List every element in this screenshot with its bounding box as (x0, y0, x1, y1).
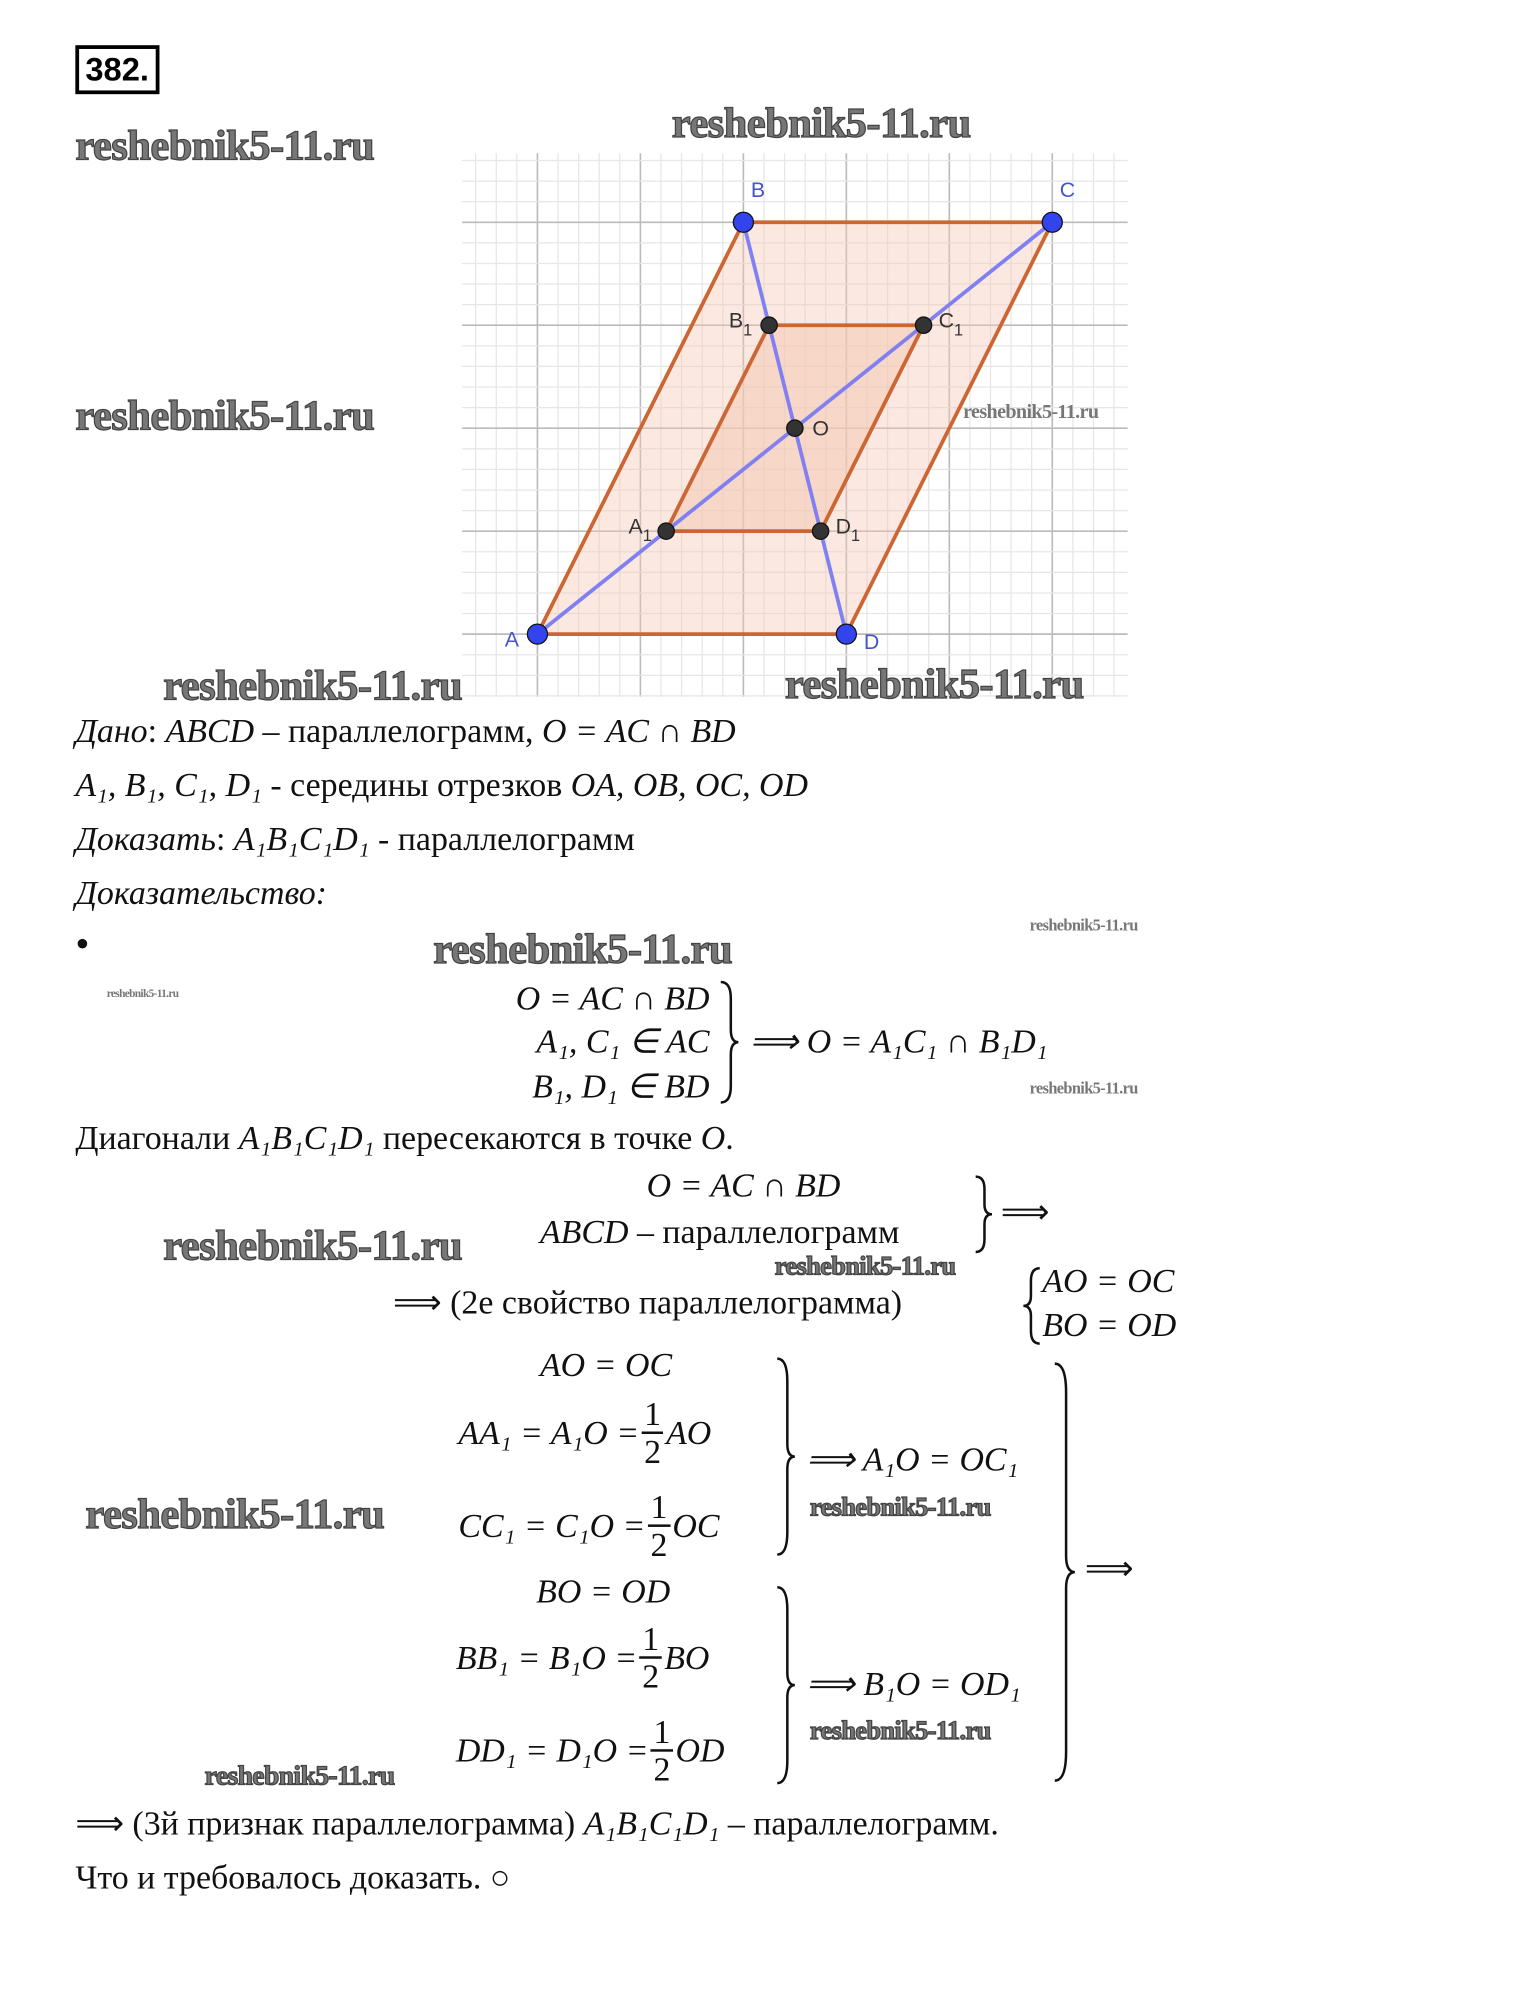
fraction-numerator: 1 (640, 1621, 662, 1659)
diagonals-text: . (725, 1118, 734, 1157)
group1-line: AO = OC (539, 1346, 673, 1384)
group2-line (456, 1620, 710, 1695)
fraction-denominator: 2 (650, 1525, 668, 1564)
group2-line (456, 1713, 725, 1788)
system2-line: O = AC ∩ BD (646, 1166, 841, 1205)
given-text: – параллелограмм, (254, 711, 543, 750)
property-line: BO = OD (1042, 1305, 1177, 1344)
equation-part: AO (666, 1413, 712, 1451)
point-b1 (761, 317, 777, 333)
watermark: reshebnik5-11.ru (433, 926, 732, 974)
point-a (527, 624, 547, 644)
midpoints-text: - середины отрезков (261, 765, 571, 804)
group1-result: ⟹ A₁O = OC₁ (806, 1440, 1019, 1478)
fraction-numerator: 1 (642, 1396, 664, 1434)
point-label: D (863, 630, 880, 655)
watermark: reshebnik5-11.ru (204, 1759, 395, 1791)
fraction-half (651, 1714, 673, 1788)
given-label: Дано (75, 711, 148, 750)
left-brace (1020, 1266, 1043, 1346)
qed-line: Что и требовалось доказать. ○ (75, 1858, 511, 1897)
diagonals-math: O (700, 1118, 726, 1157)
watermark: reshebnik5-11.ru (75, 393, 375, 440)
watermark: reshebnik5-11.ru (1029, 1078, 1138, 1098)
right-brace (718, 979, 741, 1105)
prove-text: : (215, 819, 234, 858)
midpoints-line (75, 765, 809, 804)
watermark: reshebnik5-11.ru (163, 1223, 462, 1270)
midpoints-math: OA, OB, OC, OD (570, 765, 809, 804)
problem-number: 382. (75, 45, 159, 94)
group2-line: BO = OD (536, 1572, 671, 1610)
right-brace (973, 1174, 996, 1254)
equation-part: AA₁ = A₁O = (458, 1413, 640, 1451)
point-d (836, 624, 856, 644)
point-o (787, 420, 803, 436)
prove-math: A₁B₁C₁D₁ (233, 819, 370, 858)
watermark: reshebnik5-11.ru (784, 661, 1084, 709)
prove-text: - параллелограмм (369, 819, 635, 858)
system2-text: – параллелограмм (628, 1213, 900, 1251)
system1-line: O = AC ∩ BD (515, 979, 710, 1018)
system1-line: B₁, D₁ ∈ BD (532, 1067, 710, 1106)
watermark: reshebnik5-11.ru (85, 1491, 385, 1539)
watermark: reshebnik5-11.ru (106, 986, 179, 1000)
equation-part: DD₁ = D₁O = (455, 1730, 649, 1769)
implies-arrow: ⟹ (1084, 1549, 1134, 1588)
point-label: $A_1$ (628, 514, 652, 546)
fraction-denominator: 2 (642, 1657, 660, 1696)
point-b (733, 212, 753, 232)
diagonals-text: пересекаются в точке (374, 1118, 701, 1157)
given-text: : (147, 711, 166, 750)
point-label: B (750, 178, 766, 203)
implies-arrow: ⟹ (1000, 1192, 1050, 1231)
equation-part: BB₁ = B₁O = (455, 1638, 638, 1676)
point-label: $D_1$ (835, 514, 861, 546)
fraction-denominator: 2 (644, 1432, 662, 1471)
fraction-numerator: 1 (648, 1489, 670, 1527)
equation-part: CC₁ = C₁O = (458, 1506, 646, 1544)
fraction-half (640, 1621, 662, 1695)
watermark: reshebnik5-11.ru (809, 1715, 991, 1746)
equation-part: OC (672, 1506, 720, 1544)
given-math: O = AC ∩ BD (542, 711, 736, 750)
watermark: reshebnik5-11.ru (75, 123, 375, 170)
diagonals-text: Диагонали (75, 1118, 239, 1157)
given-line (75, 711, 736, 750)
point-label: $B_1$ (728, 308, 753, 340)
system1-result: ⟹ O = A₁C₁ ∩ B₁D₁ (749, 1022, 1048, 1060)
group1-line (458, 1395, 711, 1470)
watermark: reshebnik5-11.ru (809, 1491, 991, 1522)
midpoints-math: A₁, B₁, C₁, D₁ (75, 765, 262, 804)
property-line: AO = OC (1042, 1261, 1175, 1300)
equation-part: OD (675, 1730, 725, 1769)
point-label: A (504, 627, 520, 652)
bullet: • (75, 920, 90, 966)
conclusion-text: ⟹ (3й признак параллелограмма) (75, 1804, 584, 1843)
point-d1 (812, 523, 828, 539)
group2-result: ⟹ B₁O = OD₁ (806, 1665, 1021, 1703)
fraction-numerator: 1 (651, 1714, 673, 1752)
conclusion-line (75, 1804, 999, 1843)
fraction-denominator: 2 (653, 1750, 671, 1789)
group1-line (458, 1488, 719, 1563)
diagonals-math: A₁B₁C₁D₁ (238, 1118, 375, 1157)
point-a1 (658, 523, 674, 539)
right-brace (775, 1356, 798, 1557)
right-brace-large (1052, 1361, 1077, 1783)
watermark: reshebnik5-11.ru (963, 401, 1099, 424)
equation-part: BO (664, 1638, 710, 1676)
point-label: C (1059, 178, 1076, 203)
diagonals-line (75, 1118, 734, 1157)
conclusion-math: A₁B₁C₁D₁ (583, 1804, 720, 1843)
right-brace (775, 1585, 798, 1786)
system2-line (539, 1213, 900, 1251)
fraction-half (648, 1489, 670, 1563)
system1-line: A₁, C₁ ∈ AC (536, 1022, 710, 1060)
proof-label: Доказательство: (75, 873, 327, 912)
watermark: reshebnik5-11.ru (1029, 915, 1138, 935)
property-text: ⟹ (2е свойство параллелограмма) (393, 1283, 903, 1321)
point-c (1042, 212, 1062, 232)
fraction-half (642, 1396, 664, 1470)
point-label: $C_1$ (938, 308, 964, 340)
prove-line (75, 819, 635, 858)
conclusion-text: – параллелограмм. (719, 1804, 999, 1843)
watermark: reshebnik5-11.ru (163, 663, 462, 710)
system2-math: ABCD (539, 1213, 629, 1251)
watermark: reshebnik5-11.ru (671, 100, 971, 147)
given-math: ABCD (165, 711, 255, 750)
watermark: reshebnik5-11.ru (774, 1250, 956, 1281)
point-c1 (915, 317, 931, 333)
prove-label: Доказать (75, 819, 216, 858)
point-label: O (812, 416, 830, 441)
